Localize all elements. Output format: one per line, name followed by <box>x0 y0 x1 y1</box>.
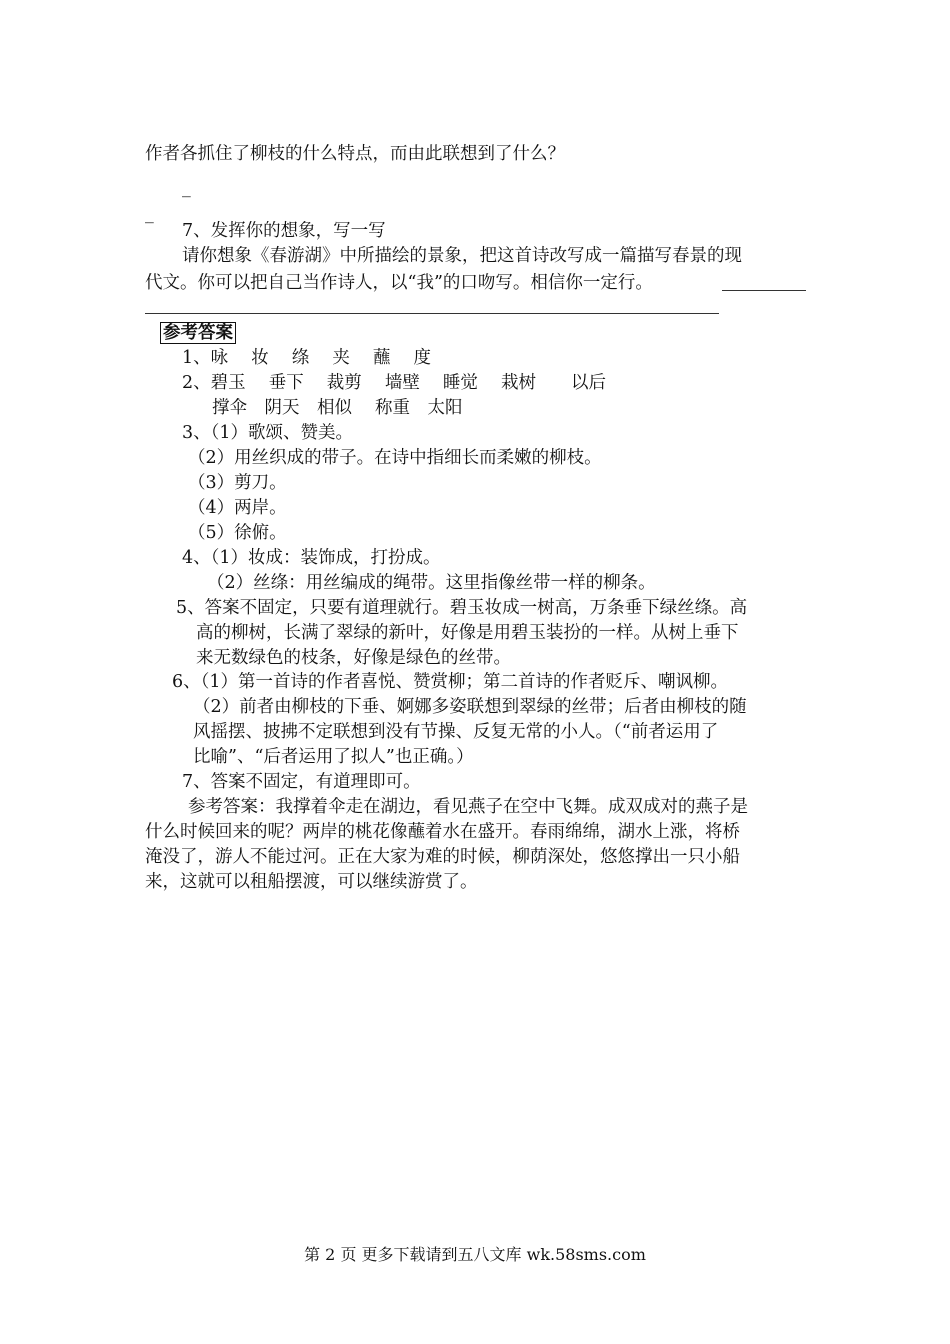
answer-4-2: （2）丝绦：用丝编成的绳带。这里指像丝带一样的柳条。 <box>207 573 656 593</box>
answer-3-2: （2）用丝织成的带子。在诗中指细长而柔嫩的柳枝。 <box>188 448 602 468</box>
answer-5-cont: 来无数绿色的枝条，好像是绿色的丝带。 <box>196 648 511 668</box>
answer-6: 6、（1）第一首诗的作者喜悦、赞赏柳；第二首诗的作者贬斥、嘲讽柳。 <box>172 672 729 692</box>
reference-answer: 参考答案：我撑着伞走在湖边，看见燕子在空中飞舞。成双成对的燕子是 <box>188 797 748 817</box>
answers-heading <box>160 321 236 345</box>
answer-3-5: （5）徐俯。 <box>188 523 287 543</box>
answer-6-cont: （2）前者由柳枝的下垂、婀娜多姿联想到翠绿的丝带；后者由柳枝的随 <box>193 697 747 717</box>
question-7-title: 7、发挥你的想象，写一写 <box>182 221 386 241</box>
question-7-prompt-line: 请你想象《春游湖》中所描绘的景象，把这首诗改写成一篇描写春景的现 <box>182 246 742 266</box>
answer-3-3: （3）剪刀。 <box>188 473 287 493</box>
answer-5-cont: 高的柳树，长满了翠绿的新叶，好像是用碧玉装扮的一样。从树上垂下 <box>196 623 739 643</box>
answer-5: 5、答案不固定，只要有道理就行。碧玉妆成一树高，万条垂下绿丝绦。高 <box>176 598 748 618</box>
answer-dash: _ <box>182 178 191 198</box>
page-footer: 第 2 页 更多下载请到五八文库 wk.58sms.com <box>304 1245 646 1264</box>
question-6-tail: 作者各抓住了柳枝的什么特点，而由此联想到了什么？ <box>145 144 565 164</box>
answer-4-1: 4、（1）妆成：装饰成，打扮成。 <box>182 548 441 568</box>
answer-2-cont: 撑伞 阴天 相似 称重 太阳 <box>212 398 463 418</box>
answer-blank-line <box>145 313 719 314</box>
answer-1: 1、咏 妆 绦 夹 蘸 度 <box>182 348 431 368</box>
answer-3-4: （4）两岸。 <box>188 498 287 518</box>
answer-dash: _ <box>145 204 154 224</box>
reference-answer-cont: 来，这就可以租船摆渡，可以继续游赏了。 <box>145 872 478 892</box>
answer-6-cont: 比喻”、“后者运用了拟人”也正确。） <box>193 747 474 767</box>
reference-answer-cont: 什么时候回来的呢？两岸的桃花像蘸着水在盛开。春雨绵绵，湖水上涨，将桥 <box>145 822 740 842</box>
answer-7: 7、答案不固定，有道理即可。 <box>182 772 421 792</box>
answer-2: 2、碧玉 垂下 裁剪 墙壁 睡觉 栽树 以后 <box>182 373 606 393</box>
answers-heading-box: 参考答案 <box>160 322 236 344</box>
answer-6-cont: 风摇摆、披拂不定联想到没有节操、反复无常的小人。（“前者运用了 <box>193 722 719 742</box>
answer-3-1: 3、（1）歌颂、赞美。 <box>182 423 354 443</box>
answer-blank-line <box>722 290 806 291</box>
reference-answer-cont: 淹没了，游人不能过河。正在大家为难的时候，柳荫深处，悠悠撑出一只小船 <box>145 847 740 867</box>
question-7-prompt-line: 代文。你可以把自己当作诗人，以“我”的口吻写。相信你一定行。 <box>145 273 653 293</box>
